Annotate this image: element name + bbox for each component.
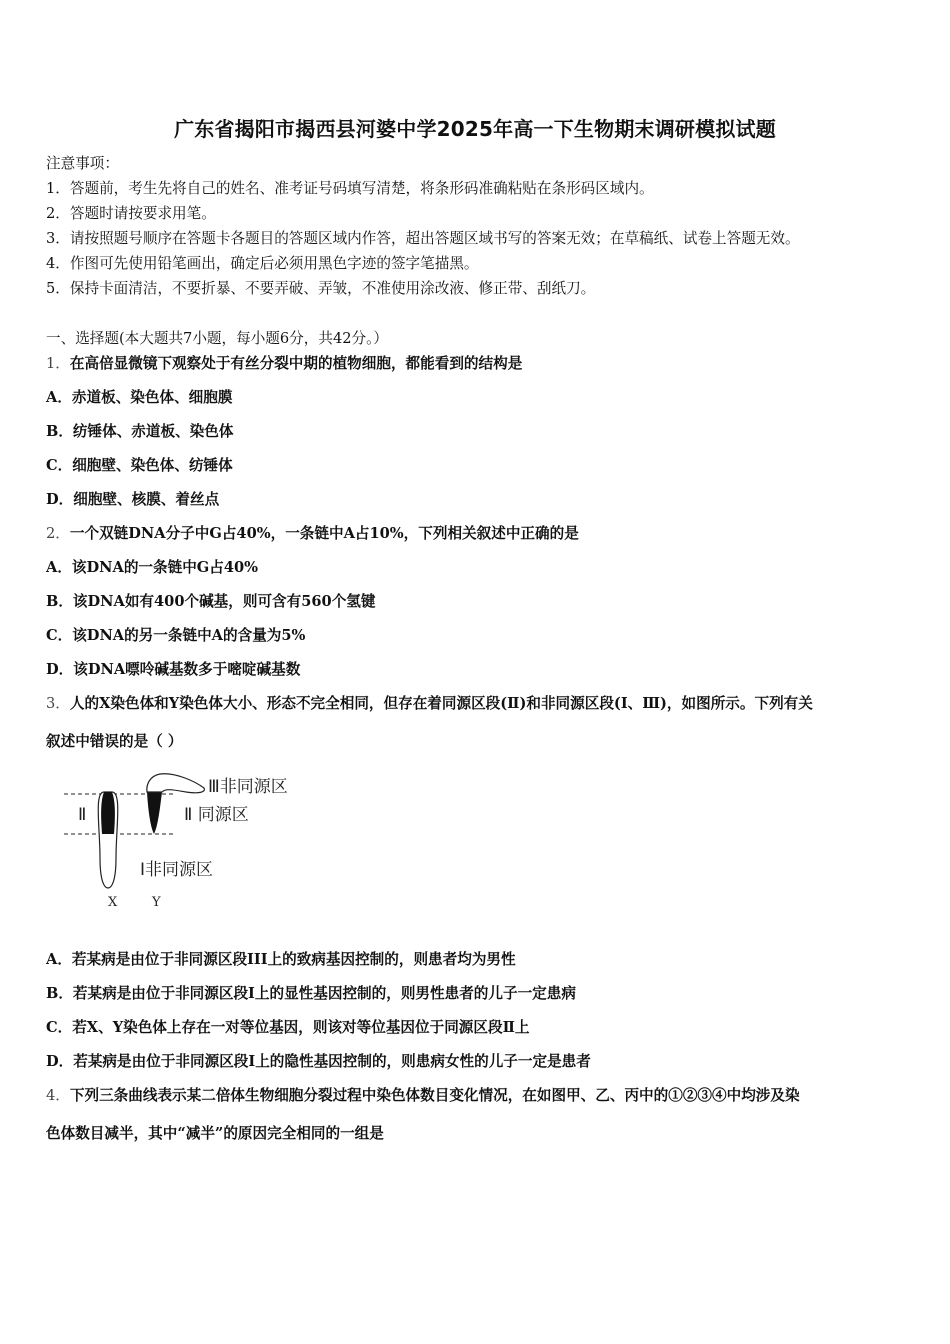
question-number: 1． [46, 355, 70, 372]
question-text: 一个双链DNA分子中G占40%，一条链中A占10%，下列相关叙述中正确的是 [69, 525, 579, 542]
x-homologous-segment [101, 792, 115, 834]
question-stem [46, 692, 813, 713]
label-y: Y [152, 895, 161, 910]
notice-item: 2．答题时请按要求用笔。 [46, 205, 216, 222]
question-stem [46, 522, 579, 543]
notice-item: 1．答题前，考生先将自己的姓名、准考证号码填写清楚，将条形码准确粘贴在条形码区域内。 [46, 180, 654, 197]
option-a: A．若某病是由位于非同源区段III上的致病基因控制的，则患者均为男性 [46, 951, 516, 968]
page-title: 广东省揭阳市揭西县河婆中学2025年高一下生物期末调研模拟试题 [174, 117, 776, 141]
question-number: 2． [46, 525, 70, 542]
question-stem [46, 352, 522, 373]
option-b: B．若某病是由位于非同源区段Ⅰ上的显性基因控制的，则男性患者的儿子一定患病 [46, 985, 576, 1002]
question-text-continued: 色体数目减半，其中“减半”的原因完全相同的一组是 [46, 1125, 384, 1142]
label-x: X [108, 895, 118, 910]
option-c: C．该DNA的另一条链中A的含量为5% [46, 627, 306, 644]
question-text: 人的X染色体和Y染色体大小、形态不完全相同，但存在着同源区段(Ⅱ)和非同源区段(Ⅰ、Ⅲ)，如图所示。下列有关 [69, 695, 813, 712]
notice-item: 5．保持卡面清洁，不要折暴、不要弄破、弄皱，不准使用涂改液、修正带、刮纸刀。 [46, 280, 596, 297]
notice-heading: 注意事项： [46, 155, 119, 172]
option-c: C．若X、Y染色体上存在一对等位基因，则该对等位基因位于同源区段Ⅱ上 [46, 1019, 530, 1036]
option-a: A．该DNA的一条链中G占40% [46, 559, 259, 576]
option-d: D．细胞壁、核膜、着丝点 [46, 491, 220, 508]
label-region-i: Ⅰ非同源区 [140, 860, 214, 880]
y-nonhomologous-segment [147, 774, 205, 793]
option-b: B．纺锤体、赤道板、染色体 [46, 423, 234, 440]
question-text-continued: 叙述中错误的是（ ） [46, 733, 183, 750]
y-homologous-segment [147, 792, 162, 834]
question-text: 下列三条曲线表示某二倍体生物细胞分裂过程中染色体数目变化情况，在如图甲、乙、丙中的①②③④中均涉及染 [69, 1087, 800, 1104]
option-b: B．该DNA如有400个碱基，则可含有560个氢键 [46, 593, 376, 610]
option-d: D．该DNA嘌呤碱基数多于嘧啶碱基数 [46, 661, 301, 678]
notice-item: 4．作图可先使用铅笔画出，确定后必须用黑色字迹的签字笔描黑。 [46, 255, 479, 272]
option-a: A．赤道板、染色体、细胞膜 [46, 389, 233, 406]
question-text: 在高倍显微镜下观察处于有丝分裂中期的植物细胞，都能看到的结构是 [69, 355, 523, 372]
label-region-iii: Ⅲ非同源区 [208, 777, 288, 797]
notice-item: 3．请按照题号顺序在答题卡各题目的答题区域内作答，超出答题区域书写的答案无效；在草稿纸、试卷上答题无效。 [46, 230, 800, 247]
section-heading: 一、选择题(本大题共7小题，每小题6分，共42分。） [46, 330, 389, 347]
question-stem [46, 1084, 800, 1105]
option-c: C．细胞壁、染色体、纺锤体 [46, 457, 233, 474]
question-number: 4． [46, 1087, 70, 1104]
xy-chromosome-figure [56, 768, 316, 916]
question-number: 3． [46, 695, 70, 712]
label-region-ii-left: Ⅱ [78, 805, 87, 825]
option-d: D．若某病是由位于非同源区段I上的隐性基因控制的，则患病女性的儿子一定是患者 [46, 1053, 591, 1070]
label-region-ii: Ⅱ 同源区 [184, 805, 249, 825]
